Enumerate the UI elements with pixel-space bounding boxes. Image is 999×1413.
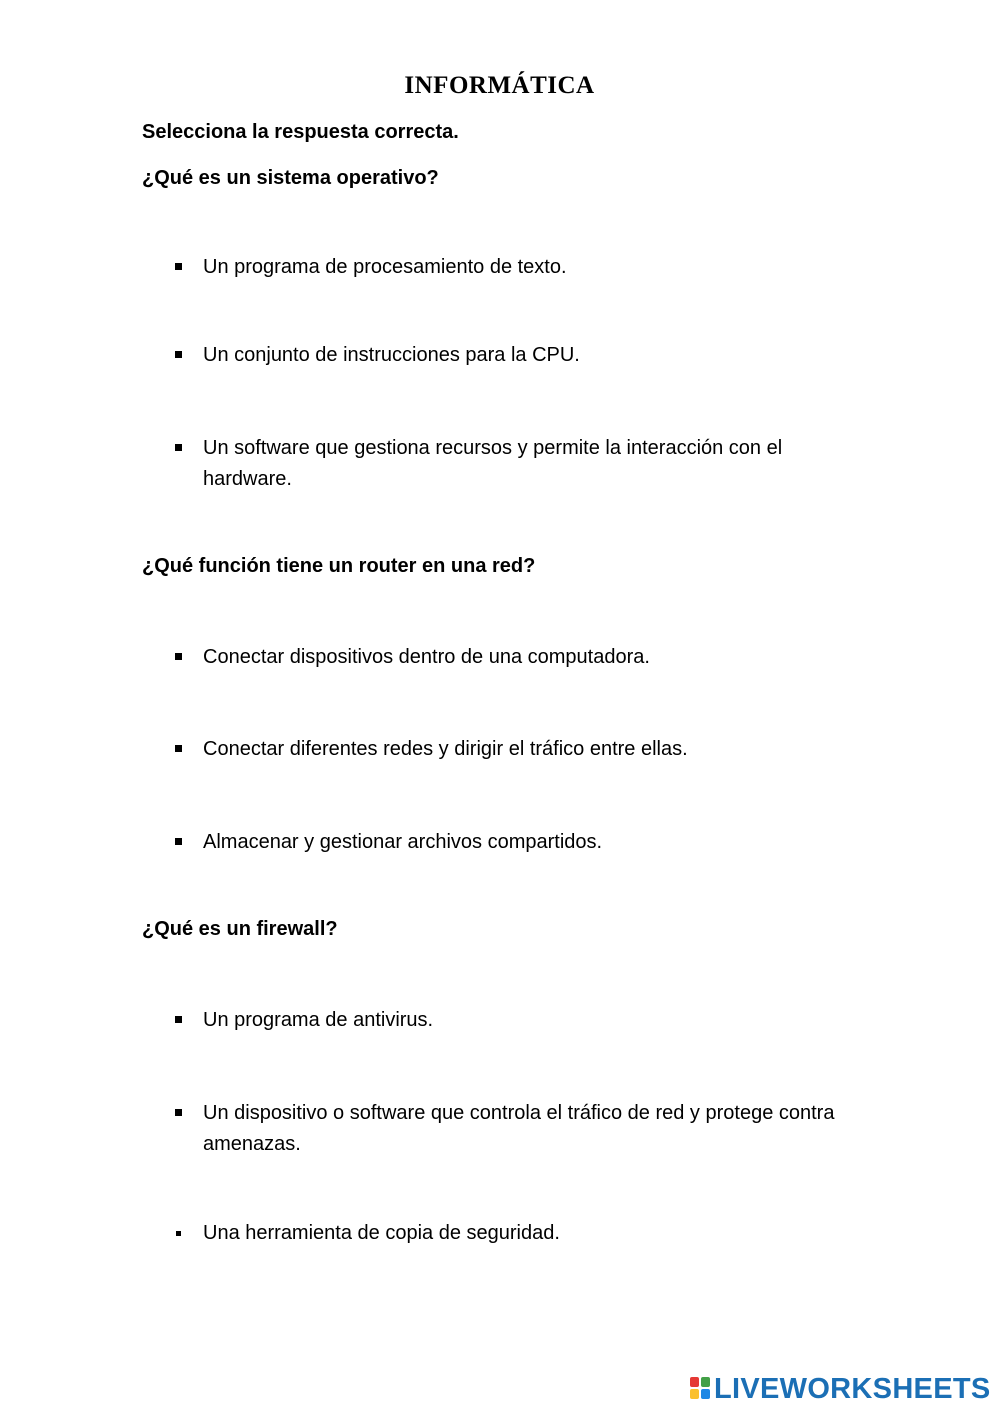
answer-option[interactable]	[175, 340, 855, 371]
answer-option[interactable]	[175, 642, 855, 673]
question-1: ¿Qué es un sistema operativo?	[142, 167, 439, 189]
option-label: Un software que gestiona recursos y permite la interacción con el hardware.	[203, 437, 783, 490]
answer-option[interactable]	[175, 827, 855, 858]
square-bullet-icon	[175, 838, 182, 845]
square-bullet-icon	[175, 653, 182, 660]
option-label: Conectar diferentes redes y dirigir el tráfico entre ellas.	[203, 738, 688, 760]
option-label: Un conjunto de instrucciones para la CPU.	[203, 344, 580, 366]
answer-option[interactable]	[175, 1005, 855, 1036]
answer-option[interactable]	[175, 252, 855, 283]
logo-text: LIVEWORKSHEETS	[714, 1372, 991, 1405]
square-bullet-icon	[175, 444, 182, 451]
option-label: Un dispositivo o software que controla el tráfico de red y protege contra amenazas.	[203, 1102, 835, 1155]
answer-option[interactable]	[175, 433, 855, 495]
option-label: Una herramienta de copia de seguridad.	[203, 1222, 560, 1244]
answer-option[interactable]	[175, 734, 855, 765]
option-label: Almacenar y gestionar archivos compartidos.	[203, 831, 603, 853]
question-3: ¿Qué es un firewall?	[142, 918, 338, 940]
square-bullet-icon	[176, 1231, 181, 1236]
square-bullet-icon	[175, 1016, 182, 1023]
liveworksheets-logo-icon	[690, 1377, 712, 1401]
option-label: Un programa de procesamiento de texto.	[203, 256, 567, 278]
question-2: ¿Qué función tiene un router en una red?	[142, 555, 536, 577]
option-label: Conectar dispositivos dentro de una computadora.	[203, 646, 650, 668]
square-bullet-icon	[175, 1109, 182, 1116]
option-label: Un programa de antivirus.	[203, 1009, 434, 1031]
answer-option[interactable]	[175, 1098, 855, 1160]
square-bullet-icon	[175, 351, 182, 358]
square-bullet-icon	[175, 745, 182, 752]
page-title: INFORMÁTICA	[404, 72, 595, 99]
square-bullet-icon	[175, 263, 182, 270]
liveworksheets-logo	[690, 1372, 991, 1406]
answer-option[interactable]	[175, 1218, 855, 1249]
instruction-text: Selecciona la respuesta correcta.	[142, 121, 459, 143]
